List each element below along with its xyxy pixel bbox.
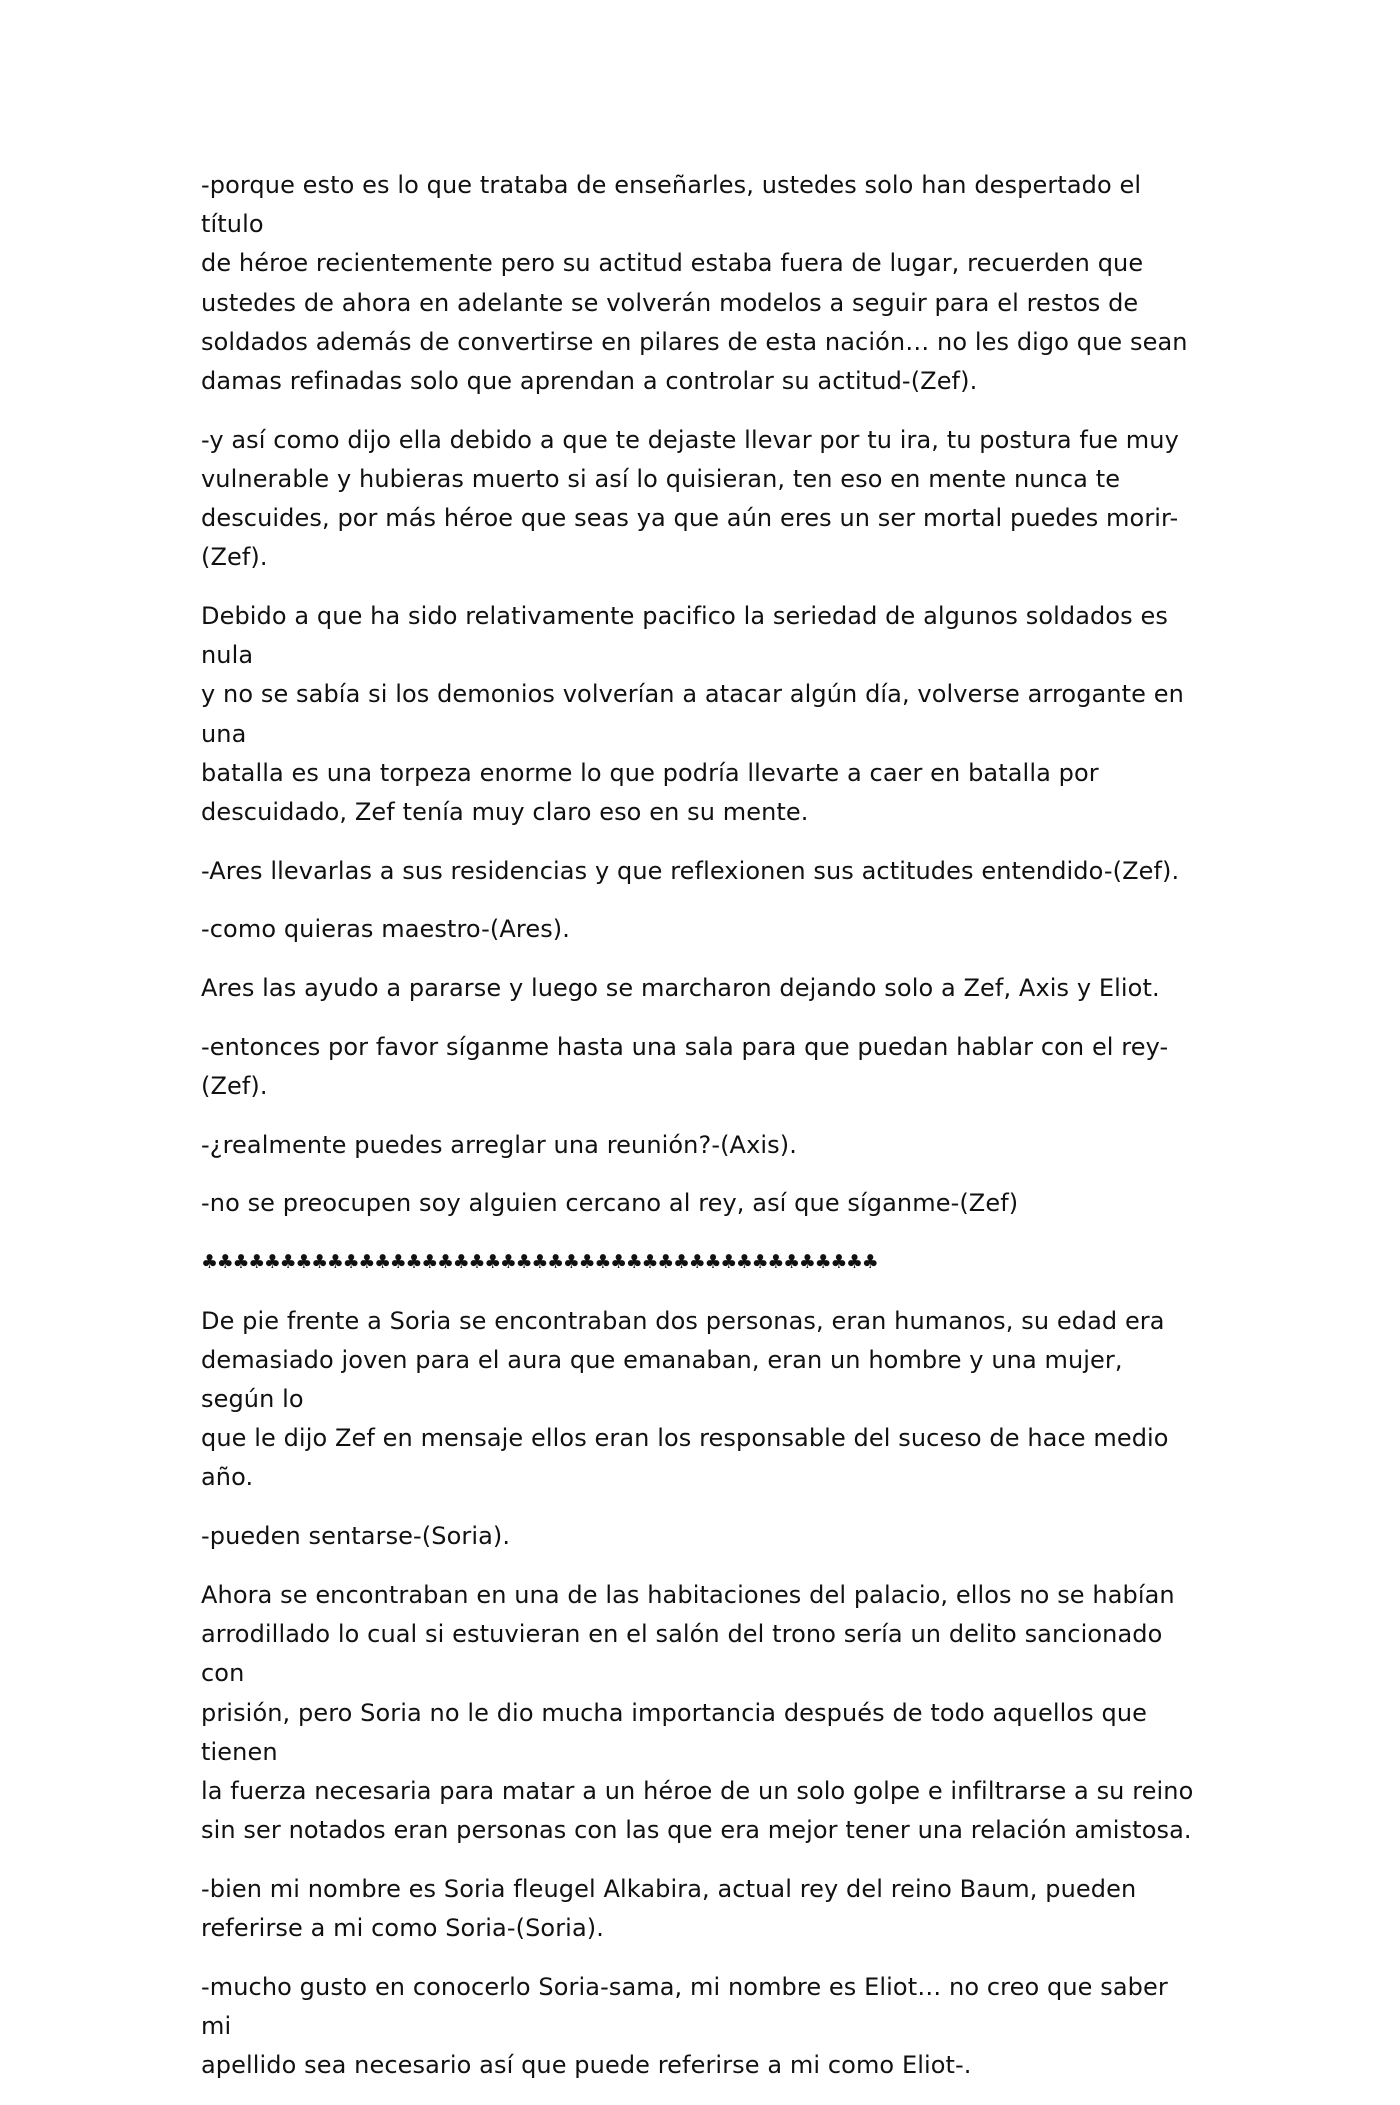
paragraph: Ahora se encontraban en una de las habitaciones del palacio, ellos no se habían arrodillado lo cual si estuvieran en el salón del trono sería un delito sancionado con prisión, pero Soria no le dio mucha importancia después de todo aquellos que tienen la fuerza necesaria para matar a un héroe de un solo golpe e infiltrarse a su reino sin ser notados eran personas con las que era mejor tener una relación amistosa. [201, 1580, 1194, 1845]
paragraph: Debido a que ha sido relativamente pacifico la seriedad de algunos soldados es nula y no se sabía si los demonios volverían a atacar algún día, volverse arrogante en una batalla es una torpeza enorme lo que podría llevarte a caer en batalla por descuidado, Zef tenía muy claro eso en su mente. [201, 602, 1184, 827]
paragraph: -y así como dijo ella debido a que te dejaste llevar por tu ira, tu postura fue muy vulnerable y hubieras muerto si así lo quisieran, ten eso en mente nunca te descuides, por más héroe que seas ya que aún eres un ser mortal puedes morir- (Zef). [201, 425, 1179, 572]
paragraph: -mucho gusto en conocerlo Soria-sama, mi nombre es Eliot… no creo que saber mi apellido sea necesario así que puede referirse a mi como Eliot-. [201, 1972, 1168, 2080]
paragraph: De pie frente a Soria se encontraban dos personas, eran humanos, su edad era demasiado joven para el aura que emanaban, eran un hombre y una mujer, según lo que le dijo Zef en mensaje ellos eran los responsable del suceso de hace medio año. [201, 1306, 1169, 1492]
paragraph: -porque esto es lo que trataba de enseñarles, ustedes solo han despertado el título de héroe recientemente pero su actitud estaba fuera de lugar, recuerden que ustedes de ahora en adelante se volverán modelos a seguir para el restos de soldados además de convertirse en pilares de esta nación… no les digo que sean damas refinadas solo que aprendan a controlar su actitud-(Zef). [201, 171, 1188, 396]
document-body [201, 166, 1201, 2105]
paragraph: -¿realmente puedes arreglar una reunión?-(Axis). [201, 1130, 797, 1159]
paragraph: -pueden sentarse-(Soria). [201, 1522, 511, 1551]
paragraph: -no se preocupen soy alguien cercano al rey, así que síganme-(Zef) [201, 1189, 1019, 1218]
paragraph: -bien mi nombre es Soria fleugel Alkabira, actual rey del reino Baum, pueden referirse a mi como Soria-(Soria). [201, 1874, 1137, 1943]
paragraph: -como quieras maestro-(Ares). [201, 915, 570, 944]
scene-divider: ♣♣♣♣♣♣♣♣♣♣♣♣♣♣♣♣♣♣♣♣♣♣♣♣♣♣♣♣♣♣♣♣♣♣♣♣♣♣♣♣♣♣♣ [201, 1251, 878, 1274]
paragraph: -entonces por favor síganme hasta una sala para que puedan hablar con el rey- (Zef). [201, 1032, 1169, 1101]
paragraph: Ares las ayudo a pararse y luego se marcharon dejando solo a Zef, Axis y Eliot. [201, 974, 1160, 1003]
paragraph: -Ares llevarlas a sus residencias y que reflexionen sus actitudes entendido-(Zef). [201, 856, 1180, 885]
